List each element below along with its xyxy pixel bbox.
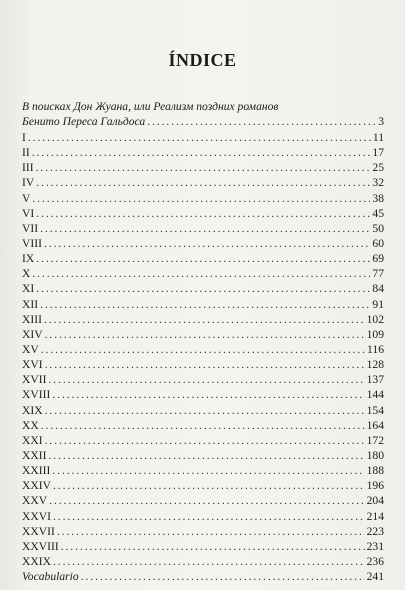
toc-entry [22, 251, 384, 266]
toc-entry-label: XXVI [22, 509, 51, 523]
leader-dots [32, 191, 370, 206]
toc-entry [22, 463, 384, 478]
toc-entry-label: IV [22, 176, 35, 190]
toc-entry-page: 60 [372, 236, 384, 250]
toc-entry [22, 403, 384, 418]
leader-dots [44, 236, 370, 251]
leader-dots [32, 145, 371, 160]
toc-entry-page: 69 [372, 252, 384, 266]
toc-entry [22, 448, 384, 463]
toc-entry-label: XXIX [22, 554, 51, 568]
toc-entry-page: 17 [372, 146, 384, 160]
toc-entry [22, 372, 384, 387]
leader-dots [49, 493, 364, 508]
toc-intro-entry [22, 99, 384, 129]
toc-entry-label: III [22, 161, 34, 175]
toc-entry-page: 137 [366, 373, 384, 387]
leader-dots [40, 297, 370, 312]
leader-dots [147, 114, 376, 129]
page-title: ÍNDICE [168, 50, 237, 70]
toc-entry [22, 266, 384, 281]
intro-title-line-2: Бенито Переса Гальдоса [22, 115, 146, 128]
intro-title-row [22, 114, 384, 129]
toc-entry [22, 206, 384, 221]
toc-entry-label: VIII [22, 236, 42, 250]
toc-entry [22, 327, 384, 342]
toc-entry-label: X [22, 267, 31, 281]
toc-entry-label: XIV [22, 327, 43, 341]
leader-dots [53, 478, 365, 493]
toc-entry-label: IX [22, 252, 35, 266]
toc-entry-label: XXII [22, 448, 47, 462]
leader-dots [57, 524, 365, 539]
toc-entry [22, 569, 384, 584]
toc-entry-label: V [22, 191, 31, 205]
toc-entry-page: 91 [372, 297, 384, 311]
toc-entry-page: 223 [366, 524, 384, 538]
toc-entry [22, 357, 384, 372]
leader-dots [53, 509, 365, 524]
toc-entry-page: 38 [372, 191, 384, 205]
toc-entry-page: 196 [366, 479, 384, 493]
toc-entry-label: XXVII [22, 524, 55, 538]
toc-entry-page: 128 [366, 358, 384, 372]
toc-entry-page: 109 [366, 327, 384, 341]
leader-dots [41, 418, 365, 433]
toc-entry-label: VII [22, 221, 39, 235]
toc-entry-page: 25 [372, 161, 384, 175]
toc-entry-page: 45 [372, 206, 384, 220]
toc-entry-page: 164 [366, 418, 384, 432]
toc-entry [22, 160, 384, 175]
toc-entry-label: XV [22, 342, 39, 356]
toc-entry [22, 175, 384, 190]
toc-entry-label: XI [22, 282, 35, 296]
leader-dots [53, 554, 365, 569]
toc-entry [22, 493, 384, 508]
toc-entry [22, 221, 384, 236]
leader-dots [48, 448, 364, 463]
toc-entry [22, 130, 384, 145]
toc-entry-page: 231 [366, 539, 384, 553]
toc-entry [22, 387, 384, 402]
leader-dots [45, 433, 365, 448]
leader-dots [44, 312, 365, 327]
toc-entry [22, 554, 384, 569]
toc-entry-page: 102 [366, 312, 384, 326]
toc-entry [22, 312, 384, 327]
intro-title-line-1: В поисках Дон Жуана, или Реализм поздних романов [22, 100, 279, 113]
toc-entry [22, 539, 384, 554]
toc-entry-label: XXIII [22, 464, 51, 478]
toc-entry [22, 281, 384, 296]
toc-entry-page: 50 [372, 221, 384, 235]
leader-dots [36, 160, 371, 175]
leader-dots [36, 251, 370, 266]
toc-entry-page: 11 [372, 131, 384, 144]
toc-entry-label: II [22, 146, 30, 160]
toc-entry-label: I [22, 131, 26, 144]
toc-entry-label: XVI [22, 358, 43, 372]
toc-entry-page: 188 [366, 464, 384, 478]
toc-entry-page: 172 [366, 433, 384, 447]
toc-entry-label: XVIII [22, 388, 51, 402]
toc-entry-page: 154 [366, 403, 384, 417]
toc-entry-label: XXV [22, 494, 48, 508]
toc-entry [22, 297, 384, 312]
leader-dots [48, 372, 364, 387]
toc-entry-label: XII [22, 297, 39, 311]
toc-entry [22, 342, 384, 357]
toc-entry [22, 236, 384, 251]
toc-entry [22, 433, 384, 448]
leader-dots [61, 539, 365, 554]
toc-entry-page: 144 [366, 388, 384, 402]
toc-entry [22, 191, 384, 206]
toc-entry-page: 77 [372, 267, 384, 281]
leader-dots [32, 266, 370, 281]
toc-entry [22, 418, 384, 433]
toc-entry [22, 509, 384, 524]
leader-dots [45, 403, 365, 418]
toc-entry-page: 84 [372, 282, 384, 296]
leader-dots [52, 463, 364, 478]
toc-entry-page: 214 [366, 509, 384, 523]
toc-entry-page: 241 [366, 570, 384, 584]
leader-dots [40, 221, 370, 236]
toc-entry-page: 204 [366, 494, 384, 508]
toc-entry-page: 116 [367, 342, 384, 356]
toc-entry-label: XXI [22, 433, 43, 447]
leader-dots [36, 206, 370, 221]
toc-entry-label: XVII [22, 373, 47, 387]
leader-dots [45, 327, 365, 342]
toc-entry-label: VI [22, 206, 35, 220]
leader-dots [52, 387, 364, 402]
toc-entry [22, 478, 384, 493]
toc-list [22, 130, 384, 584]
leader-dots [41, 342, 365, 357]
toc-entry-label: XIX [22, 403, 43, 417]
toc-entry-label: XX [22, 418, 39, 432]
toc-entry-page: 180 [366, 448, 384, 462]
toc-entry [22, 145, 384, 160]
toc-entry-page: 32 [372, 176, 384, 190]
leader-dots [36, 175, 370, 190]
toc-entry-label: XXIV [22, 479, 51, 493]
toc-entry-label: XXVIII [22, 539, 59, 553]
toc-entry-page: 236 [366, 554, 384, 568]
toc-entry-label: XIII [22, 312, 42, 326]
leader-dots [81, 569, 365, 584]
leader-dots [36, 281, 370, 296]
leader-dots [28, 130, 371, 145]
leader-dots [45, 357, 365, 372]
intro-page-number: 3 [378, 115, 384, 128]
toc-entry-label: Vocabulario [22, 570, 79, 584]
toc-entry [22, 524, 384, 539]
